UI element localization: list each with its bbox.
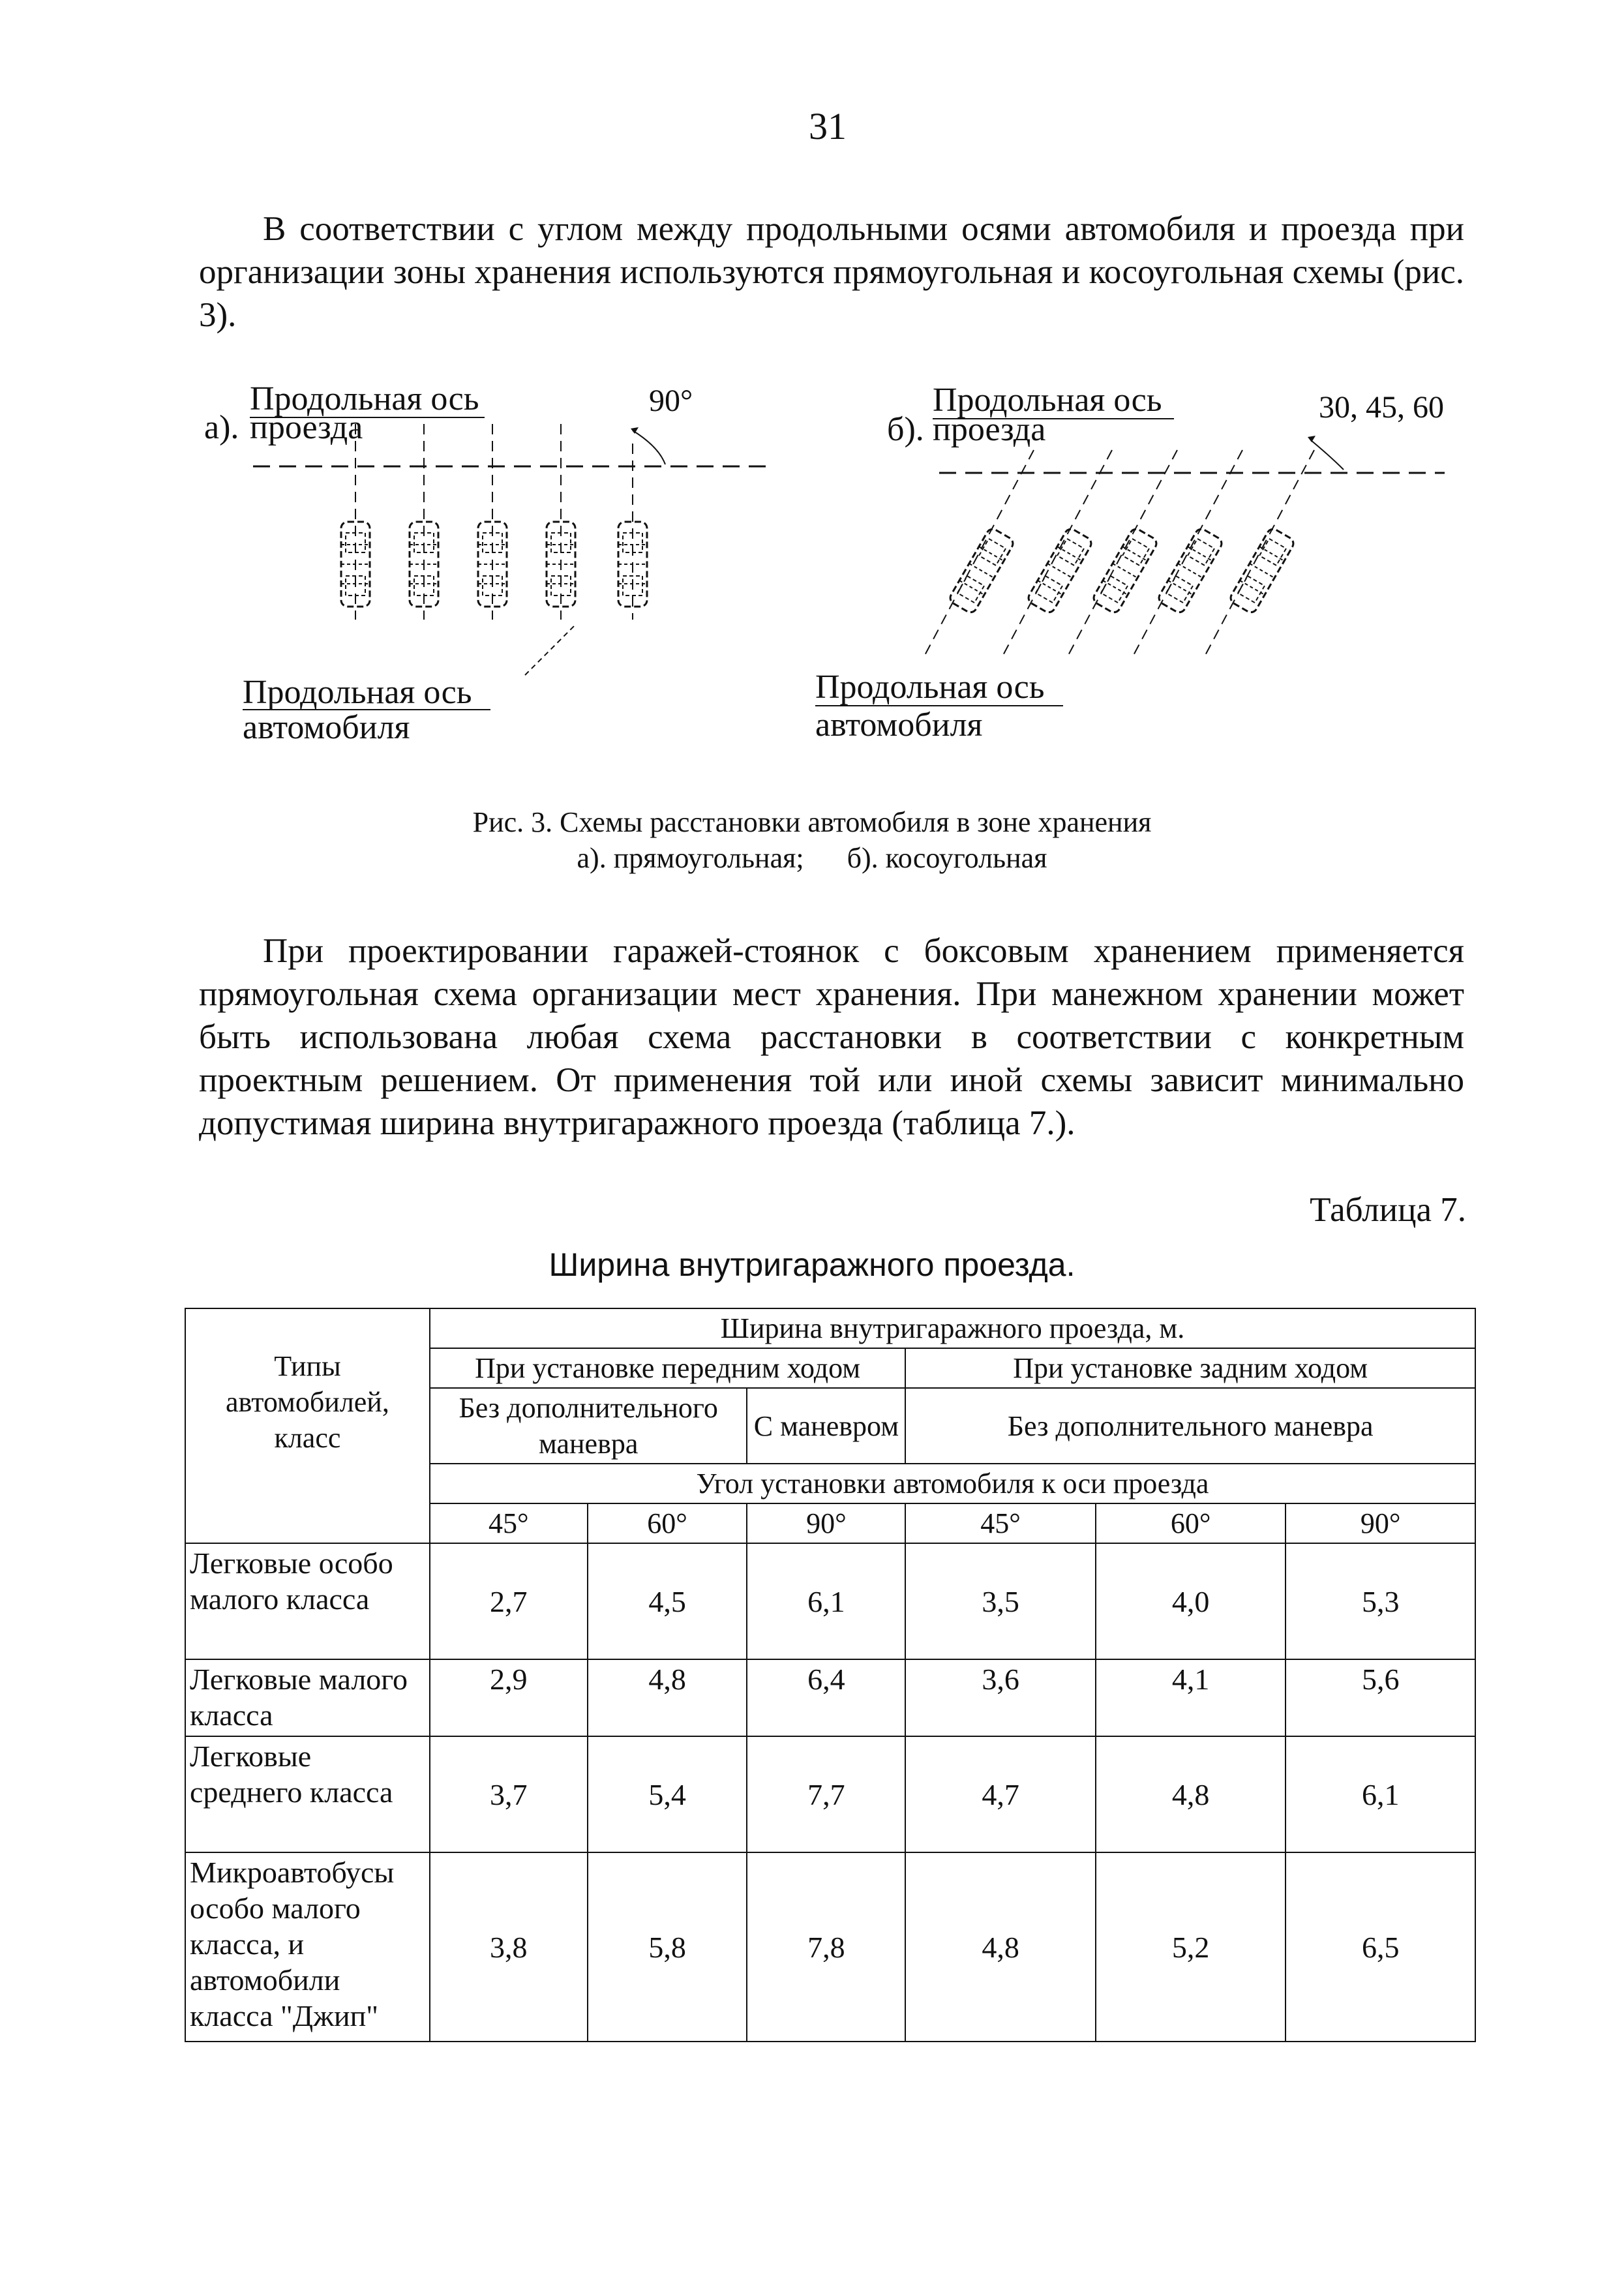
table-row (185, 1852, 1475, 2042)
panel-b-marker: б). (887, 411, 924, 448)
table-row (185, 1543, 1475, 1659)
page-number: 31 (809, 105, 847, 147)
panel-a-leader-line (525, 626, 574, 675)
row-type: Легковые среднего класса (185, 1736, 430, 1852)
angle-cell: 90° (1286, 1503, 1475, 1543)
angle-cell: 60° (1096, 1503, 1286, 1543)
value-cell: 4,1 (1096, 1659, 1286, 1736)
value-cell: 4,8 (1096, 1736, 1286, 1852)
sub-no-maneuver: Без дополнительного маневра (430, 1388, 747, 1464)
value-cell: 5,3 (1286, 1543, 1475, 1659)
value-cell: 2,9 (430, 1659, 588, 1736)
value-cell: 4,5 (588, 1543, 747, 1659)
panel-b-axis-label-line1: Продольная ось (933, 382, 1162, 419)
value-cell: 3,7 (430, 1736, 588, 1852)
sub-reverse-no-maneuver: Без дополнительного маневра (905, 1388, 1475, 1464)
panel-a-cars (341, 522, 647, 607)
value-cell: 3,6 (905, 1659, 1096, 1736)
row-type: Легковые особо малого класса (185, 1543, 430, 1659)
value-cell: 5,6 (1286, 1659, 1475, 1736)
angle-cell: 60° (588, 1503, 747, 1543)
value-cell: 3,8 (430, 1852, 588, 2042)
driveway-width-table (185, 1308, 1476, 2042)
value-cell: 6,1 (747, 1543, 905, 1659)
value-cell: 4,7 (905, 1736, 1096, 1852)
header-forward: При установке передним ходом (430, 1348, 905, 1388)
col-type-header: Типы автомобилей, класс (185, 1308, 430, 1543)
row-type: Легковые малого класса (185, 1659, 430, 1736)
panel-a-axis-label-line1: Продольная ось (250, 380, 479, 417)
value-cell: 5,4 (588, 1736, 747, 1852)
panel-b-cars (948, 527, 1295, 615)
angle-cell: 45° (905, 1503, 1096, 1543)
row-type: Микроавтобусы особо малого класса, и автомобили класса "Джип" (185, 1852, 430, 2042)
panel-a-angle-arc (633, 430, 665, 464)
panel-a-car-label-line1: Продольная ось (243, 674, 472, 711)
panel-b-car-label-line1: Продольная ось (815, 669, 1045, 706)
header-main: Ширина внутригаражного проезда, м. (430, 1308, 1475, 1348)
body-paragraph: При проектировании гаражей-стоянок с боксовым хранением применяется прямоугольная схема организации мест хранения. При манежном хранении может быть использована любая схема расстановки в соответствии с конкретным проектным решением. От применения той или иной схемы зависит минимально допустимая ширина внутригаражного проезда (таблица 7.). (199, 932, 1464, 1142)
panel-a-marker: а). (204, 409, 239, 446)
table-row (185, 1736, 1475, 1852)
figure-parking-schemes (0, 352, 1624, 809)
table-title: Ширина внутригаражного проезда. (549, 1246, 1075, 1283)
value-cell: 3,5 (905, 1543, 1096, 1659)
value-cell: 6,5 (1286, 1852, 1475, 2042)
angle-header: Угол установки автомобиля к оси проезда (430, 1464, 1475, 1503)
value-cell: 5,2 (1096, 1852, 1286, 2042)
panel-b-angle-arc (1311, 440, 1344, 470)
table-row (185, 1659, 1475, 1736)
panel-b-axis-label-line2: проезда (933, 411, 1046, 448)
panel-a-car-label-line2: автомобиля (243, 709, 410, 746)
value-cell: 7,8 (747, 1852, 905, 2042)
value-cell: 7,7 (747, 1736, 905, 1852)
value-cell: 5,8 (588, 1852, 747, 2042)
table-number: Таблица 7. (1310, 1191, 1466, 1229)
value-cell: 6,1 (1286, 1736, 1475, 1852)
panel-b-angle: 30, 45, 60 (1319, 390, 1444, 425)
panel-a-angle: 90° (649, 384, 693, 418)
intro-paragraph: В соответствии с углом между продольными осями автомобиля и проезда при организации зоны хранения используются прямоугольная и косоугольная схемы (рис. 3). (199, 210, 1464, 334)
value-cell: 4,8 (905, 1852, 1096, 2042)
panel-b-arrow-icon (1308, 436, 1316, 442)
figure-caption-line2: а). прямоугольная; б). косоугольная (577, 842, 1047, 874)
value-cell: 2,7 (430, 1543, 588, 1659)
value-cell: 4,8 (588, 1659, 747, 1736)
angle-cell: 45° (430, 1503, 588, 1543)
sub-with-maneuver: С маневром (747, 1388, 905, 1464)
panel-a-car-axes (355, 424, 633, 620)
header-reverse: При установке задним ходом (905, 1348, 1475, 1388)
panel-b-car-label-line2: автомобиля (815, 706, 983, 744)
angle-cell: 90° (747, 1503, 905, 1543)
panel-a-axis-label-line2: проезда (250, 409, 363, 446)
value-cell: 6,4 (747, 1659, 905, 1736)
value-cell: 4,0 (1096, 1543, 1286, 1659)
figure-caption-line1: Рис. 3. Схемы расстановки автомобиля в зоне хранения (472, 806, 1152, 838)
